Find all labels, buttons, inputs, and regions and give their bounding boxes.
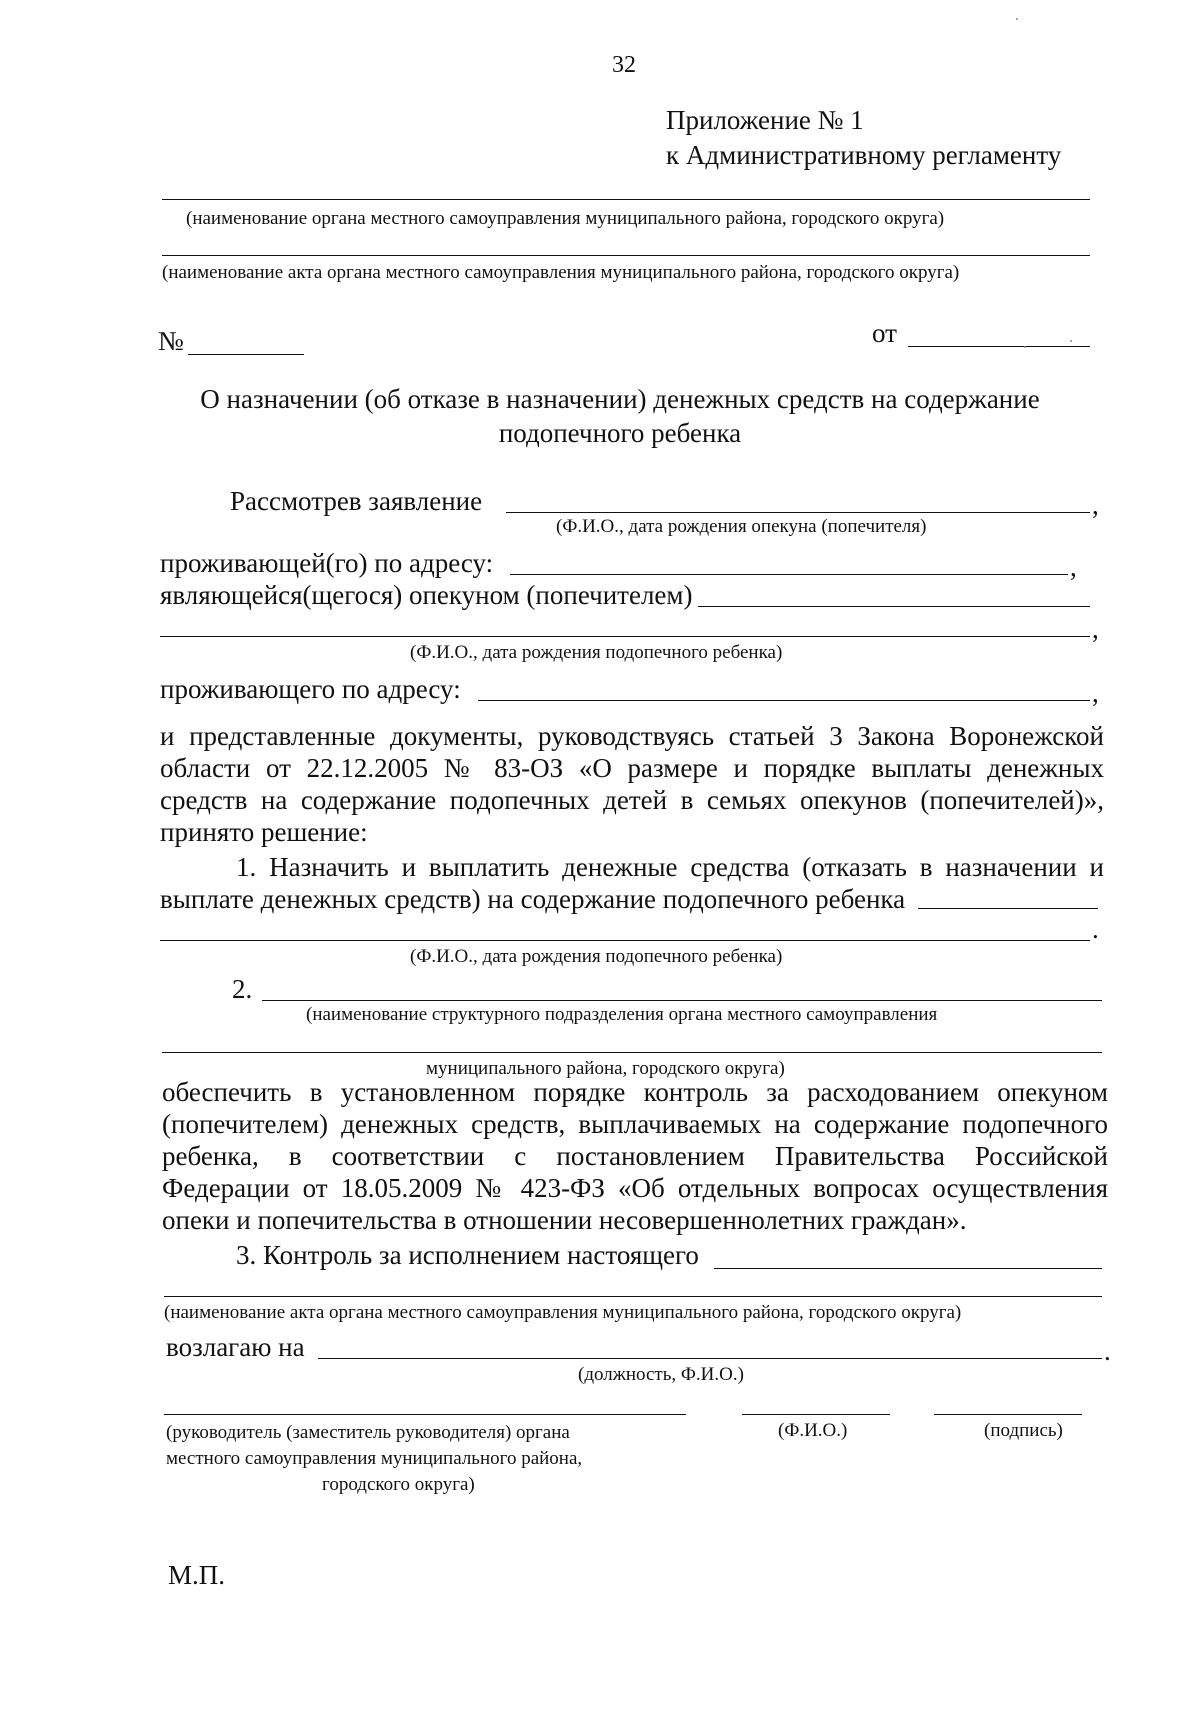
period: . [1092,914,1099,944]
head-caption-line2: местного самоуправления муниципального района, [166,1448,583,1469]
decision-paragraph [160,720,1104,848]
item2-line: опеки и попечительства в отношении несовершеннолетних граждан». [162,1205,967,1235]
decision-line: области от 22.12.2005 № 83-ОЗ «О размере и порядке выплаты денежных [160,753,1104,783]
assign-caption: (должность, Ф.И.О.) [578,1364,744,1385]
scan-speck [1070,340,1072,342]
document-title-line1: О назначении (об отказе в назначении) денежных средств на содержание [200,384,1040,414]
considering-label: Рассмотрев заявление [230,486,483,516]
comma: , [1070,552,1077,582]
scan-speck [1016,18,1018,20]
name-caption: (Ф.И.О.) [778,1420,848,1441]
child-name-line-b [160,636,1090,637]
item3-act-line-a [714,1268,1102,1269]
item3-text: 3. Контроль за исполнением настоящего [236,1240,699,1270]
head-caption-line1: (руководитель (заместитель руководителя) органа [166,1422,570,1443]
act-name-caption: (наименование акта органа местного самоуправления муниципального района, городского округа) [162,262,960,283]
date-label: от [872,318,897,348]
sign-signature-line [934,1414,1082,1415]
item1-text: 1. Назначить и выплатить денежные средства (отказать в назначении и [236,852,1104,882]
assign-line [318,1358,1102,1359]
child-residing-label: проживающего по адресу: [160,674,461,704]
item2-label: 2. [232,974,253,1004]
item2-unit-line-b [162,1052,1102,1053]
child-name-line-a [698,606,1090,607]
assign-label: возлагаю на [166,1332,305,1362]
decision-line: средств на содержание подопечных детей в семьях опекунов (попечителей)», [160,785,1104,815]
document-title-line2: подопечного ребенка [498,418,742,448]
being-guardian-label: являющейся(щегося) опекуном (попечителем) [160,580,693,610]
child-address-line [478,700,1090,701]
page-number: 32 [612,52,636,78]
residing-at-label: проживающей(го) по адресу: [160,548,494,578]
decision-line: и представленные документы, руководствуясь статьей 3 Закона Воронежской [160,721,1104,751]
comma: , [1092,678,1099,708]
number-line [188,354,304,355]
item3-act-line-b [164,1296,1102,1297]
guardian-address-line [510,574,1068,575]
item2-line: ребенка, в соответствии с постановлением Правительства Российской [162,1141,1108,1171]
guardian-name-line [506,512,1090,513]
item2-line: Федерации от 18.05.2009 № 423-ФЗ «Об отдельных вопросах осуществления [162,1173,1108,1203]
head-caption-line3: городского округа) [322,1474,475,1495]
authority-name-caption: (наименование органа местного самоуправления муниципального района, городского округа) [186,208,945,229]
item1-line1 [236,852,1104,883]
item2-paragraph [162,1076,1108,1236]
date-line [908,346,1090,347]
number-label: № [158,326,184,356]
sign-caption: (подпись) [984,1420,1063,1441]
item1-caption: (Ф.И.О., дата рождения подопечного ребенка) [410,946,783,967]
act-name-line [162,255,1090,256]
appendix-title: Приложение № 1 [666,105,864,135]
child-caption: (Ф.И.О., дата рождения подопечного ребенка) [410,642,783,663]
item2-unit-line-a [262,1000,1102,1001]
item2-line: обеспечить в установленном порядке контроль за расходованием опекуном [162,1077,1108,1107]
item3-caption: (наименование акта органа местного самоуправления муниципального района, городского округа) [164,1302,962,1323]
item1-line2: выплате денежных средств) на содержание подопечного ребенка [160,884,906,914]
item2-caption1: (наименование структурного подразделения органа местного самоуправления [306,1004,938,1025]
period: . [1104,1336,1111,1366]
comma: , [1092,614,1099,644]
item1-child-line-b [160,940,1090,941]
seal-label: М.П. [168,1560,226,1590]
head-signature-line [164,1414,686,1415]
guardian-caption: (Ф.И.О., дата рождения опекуна (попечителя) [556,516,927,537]
comma: , [1092,490,1099,520]
item2-caption2: муниципального района, городского округа) [426,1058,785,1079]
scan-speck [1024,346,1026,348]
appendix-subtitle: к Административному регламенту [666,140,1062,170]
authority-name-line [162,199,1090,200]
name-signature-line [742,1414,890,1415]
decision-line: принято решение: [160,817,368,847]
item1-child-line-a [918,908,1098,909]
item2-line: (попечителем) денежных средств, выплачиваемых на содержание подопечного [162,1109,1108,1139]
